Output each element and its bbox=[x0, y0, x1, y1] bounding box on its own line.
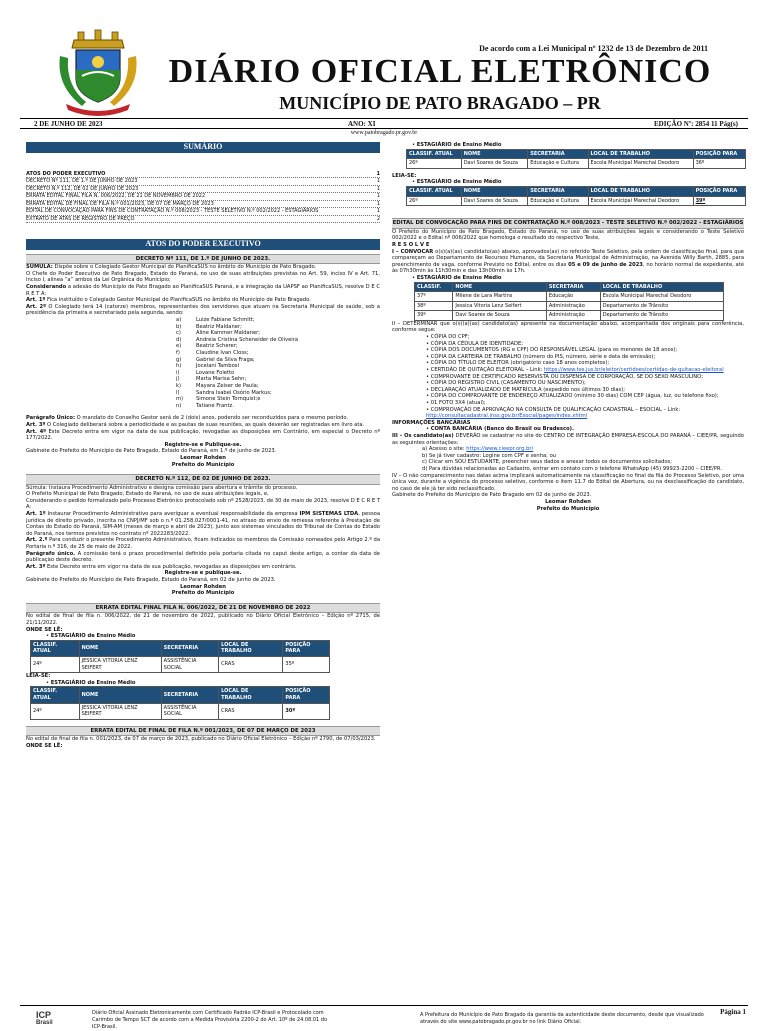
member-item: m) Simone Stein Tornquist;e bbox=[176, 396, 261, 403]
errata-006-title: ERRATA EDITAL FINAL FILA N. 006/2022, DE 21 DE NOVEMBRO DE 2022 bbox=[26, 603, 380, 614]
table-row: 24º JESSICA VITORIA LENZ SEIFERT ASSISTÊNCIA SOCIAL CRAS 35º bbox=[31, 656, 330, 672]
summary-title: SUMÁRIO bbox=[26, 142, 380, 153]
tse-link[interactable]: https://www.tse.jus.br/eleitor/certidoes/certidao-de-quitacao-eleitoral bbox=[543, 367, 724, 374]
member-item: b) Beatriz Maldaner; bbox=[176, 323, 242, 330]
footer-divider bbox=[20, 1005, 748, 1006]
table-row: 26º Davi Soares de Souza Educação e Cultura Escola Municipal Marechal Deodoro 36º bbox=[407, 159, 746, 169]
edition-date: 2 DE JUNHO DE 2023 bbox=[34, 120, 103, 128]
ciee-link[interactable]: https://www.cieepr.org.br/ bbox=[466, 446, 534, 453]
summary-item[interactable]: DECRETO Nº 111, DE 1.º DE JUNHO DE 2023 1 bbox=[26, 178, 380, 185]
document-list: • CÓPIA DO CPF; • CÓPIA DA CÉDULA DE IDENTIDADE; • CÓPIA DOS DOCUMENTOS (RG e CPF) DO RESPONSÁVEL LEGAL (para os menores de 18 anos); • CÓPIA DA CARTEIRA DE TRABALHO (número do PIS, número, série e data de emissão); • CÓPIA DO TÍTULO DE ELEITOR (obrigatório caso 18 anos completos); • CERTIDÃO DE QUITAÇÃO ELEITORAL – Link: https://www.tse.jus.br/eleitor/certidoes/certidao-de-quitacao-eleitoral • COMPROVANTE DE CERTIFICADO RESERVISTA OU DISPENSA DE CORPORAÇÃO, SE DO SEXO MASCULINO; • CÓPIA DO REGISTRO CIVIL (CASAMENTO OU NASCIMENTO); • DECLARAÇÃO ATUALIZADO DE MATRÍCULA (expedido nos últimos 30 dias); • CÓPIA DO COMPROVANTE DE ENDEREÇO ATUALIZADO (mínimo 30 dias) COM CEP (água, luz, ou telefone fixo); • 01 FOTO 3X4 (atual); • COMPROVAÇÃO DE APROVAÇÃO NA CONSULTA DE QUALIFICAÇÃO CADASTRAL – ESOCIAL – Link: http://consultacadastral.inss.gov.br/Esocial/pages/index.xhtml bbox=[426, 334, 724, 420]
summary-list bbox=[26, 171, 380, 224]
signature-name: Leomar Rohden bbox=[180, 454, 226, 461]
summary-item[interactable]: ERRATA EDITAL FINAL FILA N. 006/2022, DE 21 DE NOVEMBRO DE 2022 1 bbox=[26, 193, 380, 200]
legal-basis: De acordo com a Lei Municipal nº 1232 de 13 de Dezembro de 2011 bbox=[479, 44, 708, 53]
errata-001-table-old: CLASSIF. ATUAL NOME SECRETARIA LOCAL DE TRABALHO POSIÇÃO PARA 26º Davi Soares de Souza Educação e Cultura Escola Municipal Marechal Deodoro 36º bbox=[406, 149, 746, 169]
member-item: i) Lovane Foletto bbox=[176, 369, 235, 376]
member-item: c) Aline Kammer Maldaner; bbox=[176, 330, 261, 337]
errata-006-table-new: CLASSIF. ATUAL NOME SECRETARIA LOCAL DE TRABALHO POSIÇÃO PARA 24º JESSICA VITORIA LENZ SEIFERT ASSISTÊNCIA SOCIAL CRAS 30º bbox=[30, 686, 330, 719]
table-row: 38º Jessica Vitoria Lenz Seifert Administração Departamento de Trânsito bbox=[415, 301, 724, 311]
member-item: n) Tatiane Frantz. bbox=[176, 402, 234, 409]
member-item: e) Beatriz Scherer; bbox=[176, 343, 238, 350]
member-item: l) Sandra Isabel Osório Markus; bbox=[176, 389, 272, 396]
table-row: 39º Davi Soares de Souza Administração Departamento de Trânsito bbox=[415, 311, 724, 321]
member-item: a) Luize Fabiane Schmitt; bbox=[176, 317, 255, 324]
summary-item[interactable]: EXTRATO DE ATAS DE REGISTRO DE PREÇO 2 bbox=[26, 215, 380, 222]
table-row: 24º JESSICA VITORIA LENZ SEIFERT ASSISTÊNCIA SOCIAL CRAS 30º bbox=[31, 703, 330, 719]
left-column: SUMÁRIO ATOS DO PODER EXECUTIVO 1 DECRETO Nº 111, DE 1.º DE JUNHO DE 2023 1 DECRETO N.º 112, DE 02 DE JUNHO DE 2023 1 ERRATA EDITAL FINAL FILA N. 006/2022, DE 21 DE NOVEMBRO DE 2022 1 ERRATA EDITAL DE FINAL DE FILA N.º 001/2023, DE 07 DE MARÇO DE 2023 1 EDITAL DE CONVOCAÇÃO PARA FINS DE CONTRATAÇÃO N.º 008/2023 - TESTE SELETIVO N.º 002/2022 - ESTAGIÁRIOS 1 EXTRATO DE ATAS DE REGISTRO DE PREÇO 2 ATOS DO PODER EXECUTIVO DECRETO Nº 111, DE 1.º DE JUNHO DE 2023. SÚMULA: Dispõe sobre o Colegiado Gestor Municipal do PlanificaSUS no âmbito do Município de Pato Bragado. O Chefe do Poder Executivo de Pato Bragado, Estado do Paraná, no uso de suas atribuições previstas no Art. 59, inciso IV e Art. 71, inciso I, alínea “a” ambos da Lei Orgânica do Município; Considerando a adesão do Município de Pato Bragado ao PlanificaSUS Paraná, e a integração da UAPSF ao PlanificaSUS, resolve D E C R E T A: Art. 1º Fica instituído o Colegiado Gestor Municipal do PlanificaSUS no âmbito do Município de Pato Bragado. Art. 2º O Colegiado terá 14 (catorze) membros, representantes dos servidores que atuam na Secretaria Municipal de saúde, sob a presidência da primeira e secretariado pela segunda, sendo: a) Luize Fabiane Schmitt; b) Beatriz Maldaner; c) Aline Kammer Maldaner; d) Andreia Cristina Scheneider de Oliveira e) Beatriz Scherer; f) Claudine Ivan Closs; g) Gabriel da Silva Fraga; h) Jocelani Tambosi i) Lovane Foletto j) Marta Marisa Sehn; k) Mayara Zeiser de Paula; l) Sandra Isabel Osório Markus; m) Simone Stein Tornquist;e n) Tatiane Frantz. Parágrafo Único: O mandato do Conselho Gestor será de 2 (dois) anos, podendo ser reconduzidos para o mesmo período. Art. 3º O Colegiado deliberará sobre a periodicidade e as pautas de suas reuniões, as quais deverão ser registradas em livro ata. Art. 4º Este Decreto entra em vigor na data de sua publicação, revogadas as disposições em Contrário, em especial o Decreto nº 177/2022. Registre-se e Publique-se. Gabinete do Prefeito do Município de Pato Bragado, Estado do Paraná, em 1.º de junho de 2023. Leomar Rohden Prefeito do Município DECRETO N.º 112, DE 02 DE JUNHO DE 2023. Súmula: Instaura Procedimento Administrativo e designa comissão para abertura e trâmite do processo. O Prefeito Municipal de Pato Bragado, Estado do Paraná, no uso de suas atribuições legais, e, Considerando o pedido formalizado pelo Processo Eletrônico protocolado sob nº 2528/2023, de 30 de maio de 2023, resolve D E C R E T A: Art. 1º Instaurar Procedimento Administrativo para averiguar a eventual responsabilidade da empresa IPM SISTEMAS LTDA, pessoa jurídica de direito privado, inscrita no CNPJ/MF sob o n.º 01.258.027/0001-41, no atraso do envio de remessa referente à Prestação de Contas do Estado do Paraná, SIM-AM (meses de março e abril de 2023), junto aos sistemas vinculados do Tribunal de Contas do Estado do Paraná, nos termos previstos no contrato nº 2022283/2022. Art. 2.º Para conduzir o presente Procedimento Administrativo, ficam indicados os membros da Comissão nomeados pelo Artigo 2.º da Portaria n.º 316, de 25 de maio de 2022. Parágrafo único. A comissão terá o prazo procedimental definido pela portaria citada no caput deste artigo, a contar da data de publicação deste decreto. Art. 3º Este Decreto entra em vigor na data de sua publicação, revogadas as disposições em contrário. Registre-se e publique-se. Gabinete do Prefeito do Município de Pato Bragado, Estado do Paraná, em 02 de junho de 2023. Leomar Rohden Prefeito do Município ERRATA EDITAL FINAL FILA N. 006/2022, DE 21 DE NOVEMBRO DE 2022 No edital de final de fila n. 006/2022, de 21 de novembro de 2022, publicado no Diário Oficial Eletrônico – Edição nº 2715, de 21/11/2022. ONDE SE LÊ: • ESTAGIÁRIO de Ensino Médio CLASSIF. ATUAL NOME SECRETARIA LOCAL DE TRABALHO POSIÇÃO PARA 24º JESSICA VITORIA LENZ SEIFERT ASSISTÊNCIA SOCIAL CRAS 35º LEIA-SE: • ESTAGIÁRIO de Ensino Médio CLASSIF. ATUAL NOME SECRETARIA LOCAL DE TRABALHO POSIÇÃO PARA 24º JESSICA VITORIA LENZ SEIFERT ASSISTÊNCIA SOCIAL CRAS 30º ERRATA EDITAL DE FINAL DE FILA N.º 001/2023, DE 07 DE MARÇO DE 2023 No edital de final de fila n. 001/2023, de 07 de março de 2023, publicado no Diário Oficial Eletrônico – Edição nº 2790, de 07/03/2023. ONDE SE LÊ: bbox=[26, 142, 381, 749]
member-item: j) Marta Marisa Sehn; bbox=[176, 376, 247, 383]
icp-brasil-logo: ICP Brasil bbox=[36, 1010, 53, 1026]
table-row: 37º Milene de Lara Martins Educação Escola Municipal Marechal Deodoro bbox=[415, 292, 724, 302]
footer-certification: Diário Oficial Assinado Eletronicamente com Certificado Padrão ICP-Brasil e Protocolado com Carimbo de Tempo SCT de acordo com a Medida Provisória 2200-2 do Art. 10º de 24.08.01 do ICP-Brasil. bbox=[92, 1010, 328, 1030]
edition-info-bar bbox=[20, 118, 748, 129]
edition-number: EDIÇÃO Nº: 2854 11 Pág(s) bbox=[654, 120, 738, 128]
member-list bbox=[26, 317, 380, 409]
member-item: k) Mayara Zeiser de Paula; bbox=[176, 382, 259, 389]
right-column: • ESTAGIÁRIO de Ensino Médio CLASSIF. ATUAL NOME SECRETARIA LOCAL DE TRABALHO POSIÇÃO PARA 26º Davi Soares de Souza Educação e Cultura Escola Municipal Marechal Deodoro 36º LEIA-SE: • ESTAGIÁRIO de Ensino Médio CLASSIF. ATUAL NOME SECRETARIA LOCAL DE TRABALHO POSIÇÃO PARA 26º Davi Soares de Souza Educação e Cultura Escola Municipal Marechal Deodoro 39º EDITAL DE CONVOCAÇÃO PARA FINS DE CONTRATAÇÃO N.º 008/2023 - TESTE SELETIVO N.º 002/2022 - ESTAGIÁRIOS O Prefeito do Município de Pato Bragado, Estado do Paraná, no uso de suas atribuições legais e considerando o Teste Seletivo 002/2022 e o Edital nº 006/2022 que homologa o resultado do respectivo Teste, R E S O L V E I – CONVOCAR o(s)(a)(as) candidato(as) abaixo, aprovados(as) no referido Teste Seletivo, pela ordem de classificação final, para que compareçam ao Departamento de Recursos Humanos, da Secretaria Municipal de Administração, na Avenida Willy Barth, 2885, para preenchimento de vaga, conforme Previsto no Edital, entre os dias 05 e 09 de junho de 2023, no horário normal de expediente, até às 07h30min às 11h30min e das 13h00min às 17h. • ESTAGIÁRIO de Ensino Médio CLASSIF. NOME SECRETARIA LOCAL DE TRABALHO 37º Milene de Lara Martins Educação Escola Municipal Marechal Deodoro 38º Jessica Vitoria Lenz Seifert Administração Departamento de Trânsito 39º Davi Soares de Souza Administração Departamento de Trânsito II – DETERMINAR que o(s)(a)(as) candidato(as) apresente na documentação abaixo, acompanhada dos originais para conferência, conforme segue: • CÓPIA DO CPF; • CÓPIA DA CÉDULA DE IDENTIDADE; • CÓPIA DOS DOCUMENTOS (RG e CPF) DO RESPONSÁVEL LEGAL (para os menores de 18 anos); • CÓPIA DA CARTEIRA DE TRABALHO (número do PIS, número, série e data de emissão); • CÓPIA DO TÍTULO DE ELEITOR (obrigatório caso 18 anos completos); • CERTIDÃO DE QUITAÇÃO ELEITORAL – Link: https://www.tse.jus.br/eleitor/certidoes/certidao-de-quitacao-eleitoral • COMPROVANTE DE CERTIFICADO RESERVISTA OU DISPENSA DE CORPORAÇÃO, SE DO SEXO MASCULINO; • CÓPIA DO REGISTRO CIVIL (CASAMENTO OU NASCIMENTO); • DECLARAÇÃO ATUALIZADO DE MATRÍCULA (expedido nos últimos 30 dias); • CÓPIA DO COMPROVANTE DE ENDEREÇO ATUALIZADO (mínimo 30 dias) COM CEP (água, luz, ou telefone fixo); • 01 FOTO 3X4 (atual); • COMPROVAÇÃO DE APROVAÇÃO NA CONSULTA DE QUALIFICAÇÃO CADASTRAL – ESOCIAL – Link: http://consultacadastral.inss.gov.br/Esocial/pages/index.xhtml INFORMAÇÕES BANCÁRIAS • CONTA BANCÁRIA (Banco do Brasil ou Bradesco). III – Os candidato(as) DEVERÃO se cadastrar no site do CENTRO DE INTEGRAÇÃO EMPRESA-ESCOLA DO PARANÁ – CIEE/PR, seguindo as seguintes orientações: a) Acesso o site: https://www.cieepr.org.br/ b) Se já tiver cadastro: Logine com CPF e senha; ou c) Clicar em SOU ESTUDANTE, preencher seus dados e anexar todos os documentos solicitados; d) Para dúvidas relacionadas ao Cadastro, entrar em contato com o telefone WhatsApp (45) 99923-2200 – CIEE/PR. IV – O não comparecimento nas datas acima implicará automaticamente na classificação no final da fila do Processo Seletivo, por uma única vez, durante a vigência do processo seletivo, conforme o item 11.7 do Edital de Abertura, ou na desclassificação do candidato, no caso de ele já ter sido reclassificado. Gabinete do Prefeito do Município de Pato Bragado em 02 de junho de 2023. Leomar Rohden Prefeito do Município bbox=[392, 142, 744, 512]
edital-008-title: EDITAL DE CONVOCAÇÃO PARA FINS DE CONTRATAÇÃO N.º 008/2023 - TESTE SELETIVO N.º 002/2022 - ESTAGIÁRIOS bbox=[392, 218, 744, 229]
table-row: 26º Davi Soares de Souza Educação e Cultura Escola Municipal Marechal Deodoro 39º bbox=[407, 196, 746, 206]
municipality-name: MUNICÍPIO DE PATO BRAGADO – PR bbox=[279, 93, 601, 113]
registre-line: Registre-se e Publique-se. bbox=[164, 441, 242, 448]
page-title: DIÁRIO OFICIAL ELETRÔNICO bbox=[168, 53, 712, 90]
signature-role: Prefeito do Município bbox=[171, 461, 235, 468]
header bbox=[0, 0, 768, 120]
errata-001-table-new: CLASSIF. ATUAL NOME SECRETARIA LOCAL DE TRABALHO POSIÇÃO PARA 26º Davi Soares de Souza Educação e Cultura Escola Municipal Marechal Deodoro 39º bbox=[406, 186, 746, 206]
member-item: f) Claudine Ivan Closs; bbox=[176, 350, 249, 356]
decree-112-title: DECRETO N.º 112, DE 02 DE JUNHO DE 2023. bbox=[26, 474, 380, 485]
page-number: Página 1 bbox=[720, 1008, 746, 1016]
edition-year: ANO: XI bbox=[348, 120, 376, 128]
gabinete-line: Gabinete do Prefeito do Município de Pato Bragado, Estado do Paraná, em 1.º de junho de 2023. bbox=[26, 448, 277, 455]
site-link[interactable]: www.patobragado.pr.gov.br bbox=[350, 130, 418, 136]
footer-authenticity: A Prefeitura do Município de Pato Bragado da garantia da autenticidade deste documento, desde que visualizado através do site www.patobragado.pr.gov.br no link Diário Oficial. bbox=[420, 1012, 704, 1025]
esocial-link[interactable]: http://consultacadastral.inss.gov.br/Esocial/pages/index.xhtml bbox=[426, 413, 588, 420]
errata-006-table-old: CLASSIF. ATUAL NOME SECRETARIA LOCAL DE TRABALHO POSIÇÃO PARA 24º JESSICA VITORIA LENZ SEIFERT ASSISTÊNCIA SOCIAL CRAS 35º bbox=[30, 640, 330, 673]
paragraph: O Chefe do Poder Executivo de Pato Bragado, Estado do Paraná, no uso de suas atribuições previstas no Art. 59, inciso IV e Art. 71, inciso I, alínea “a” ambos da Lei Orgânica do Município; bbox=[26, 270, 380, 284]
decree-111-title: DECRETO Nº 111, DE 1.º DE JUNHO DE 2023. bbox=[26, 254, 380, 265]
summary-item[interactable]: EDITAL DE CONVOCAÇÃO PARA FINS DE CONTRATAÇÃO N.º 008/2023 - TESTE SELETIVO N.º 002/2022 - ESTAGIÁRIOS 1 bbox=[26, 208, 380, 215]
member-item: d) Andreia Cristina Scheneider de Oliveira bbox=[176, 336, 299, 343]
member-item: g) Gabriel da Silva Fraga; bbox=[176, 356, 255, 363]
member-item: h) Jocelani Tambosi bbox=[176, 363, 239, 370]
ciee-steps: a) Acesso o site: https://www.cieepr.org.br/ b) Se já tiver cadastro: Logine com CPF e senha; ou c) Clicar em SOU ESTUDANTE, preencher seus dados e anexar todos os documentos solicitados; d) Para dúvidas relacionadas ao Cadastro, entrar em contato com o telefone WhatsApp (45) 99923-2200 – CIEE/PR. bbox=[422, 446, 722, 472]
convocation-table: CLASSIF. NOME SECRETARIA LOCAL DE TRABALHO 37º Milene de Lara Martins Educação Escola Municipal Marechal Deodoro 38º Jessica Vitoria Lenz Seifert Administração Departamento de Trânsito 39º Davi Soares de Souza Administração Departamento de Trânsito bbox=[414, 282, 724, 321]
errata-001-title: ERRATA EDITAL DE FINAL DE FILA N.º 001/2023, DE 07 DE MARÇO DE 2023 bbox=[26, 726, 380, 737]
summary-item[interactable]: ERRATA EDITAL DE FINAL DE FILA N.º 001/2023, DE 07 DE MARÇO DE 2023 1 bbox=[26, 200, 380, 207]
summary-item[interactable]: ATOS DO PODER EXECUTIVO 1 bbox=[26, 170, 380, 177]
summary-item[interactable]: DECRETO N.º 112, DE 02 DE JUNHO DE 2023 1 bbox=[26, 185, 380, 192]
municipal-crest-icon bbox=[52, 26, 144, 114]
section-title: ATOS DO PODER EXECUTIVO bbox=[26, 239, 380, 250]
